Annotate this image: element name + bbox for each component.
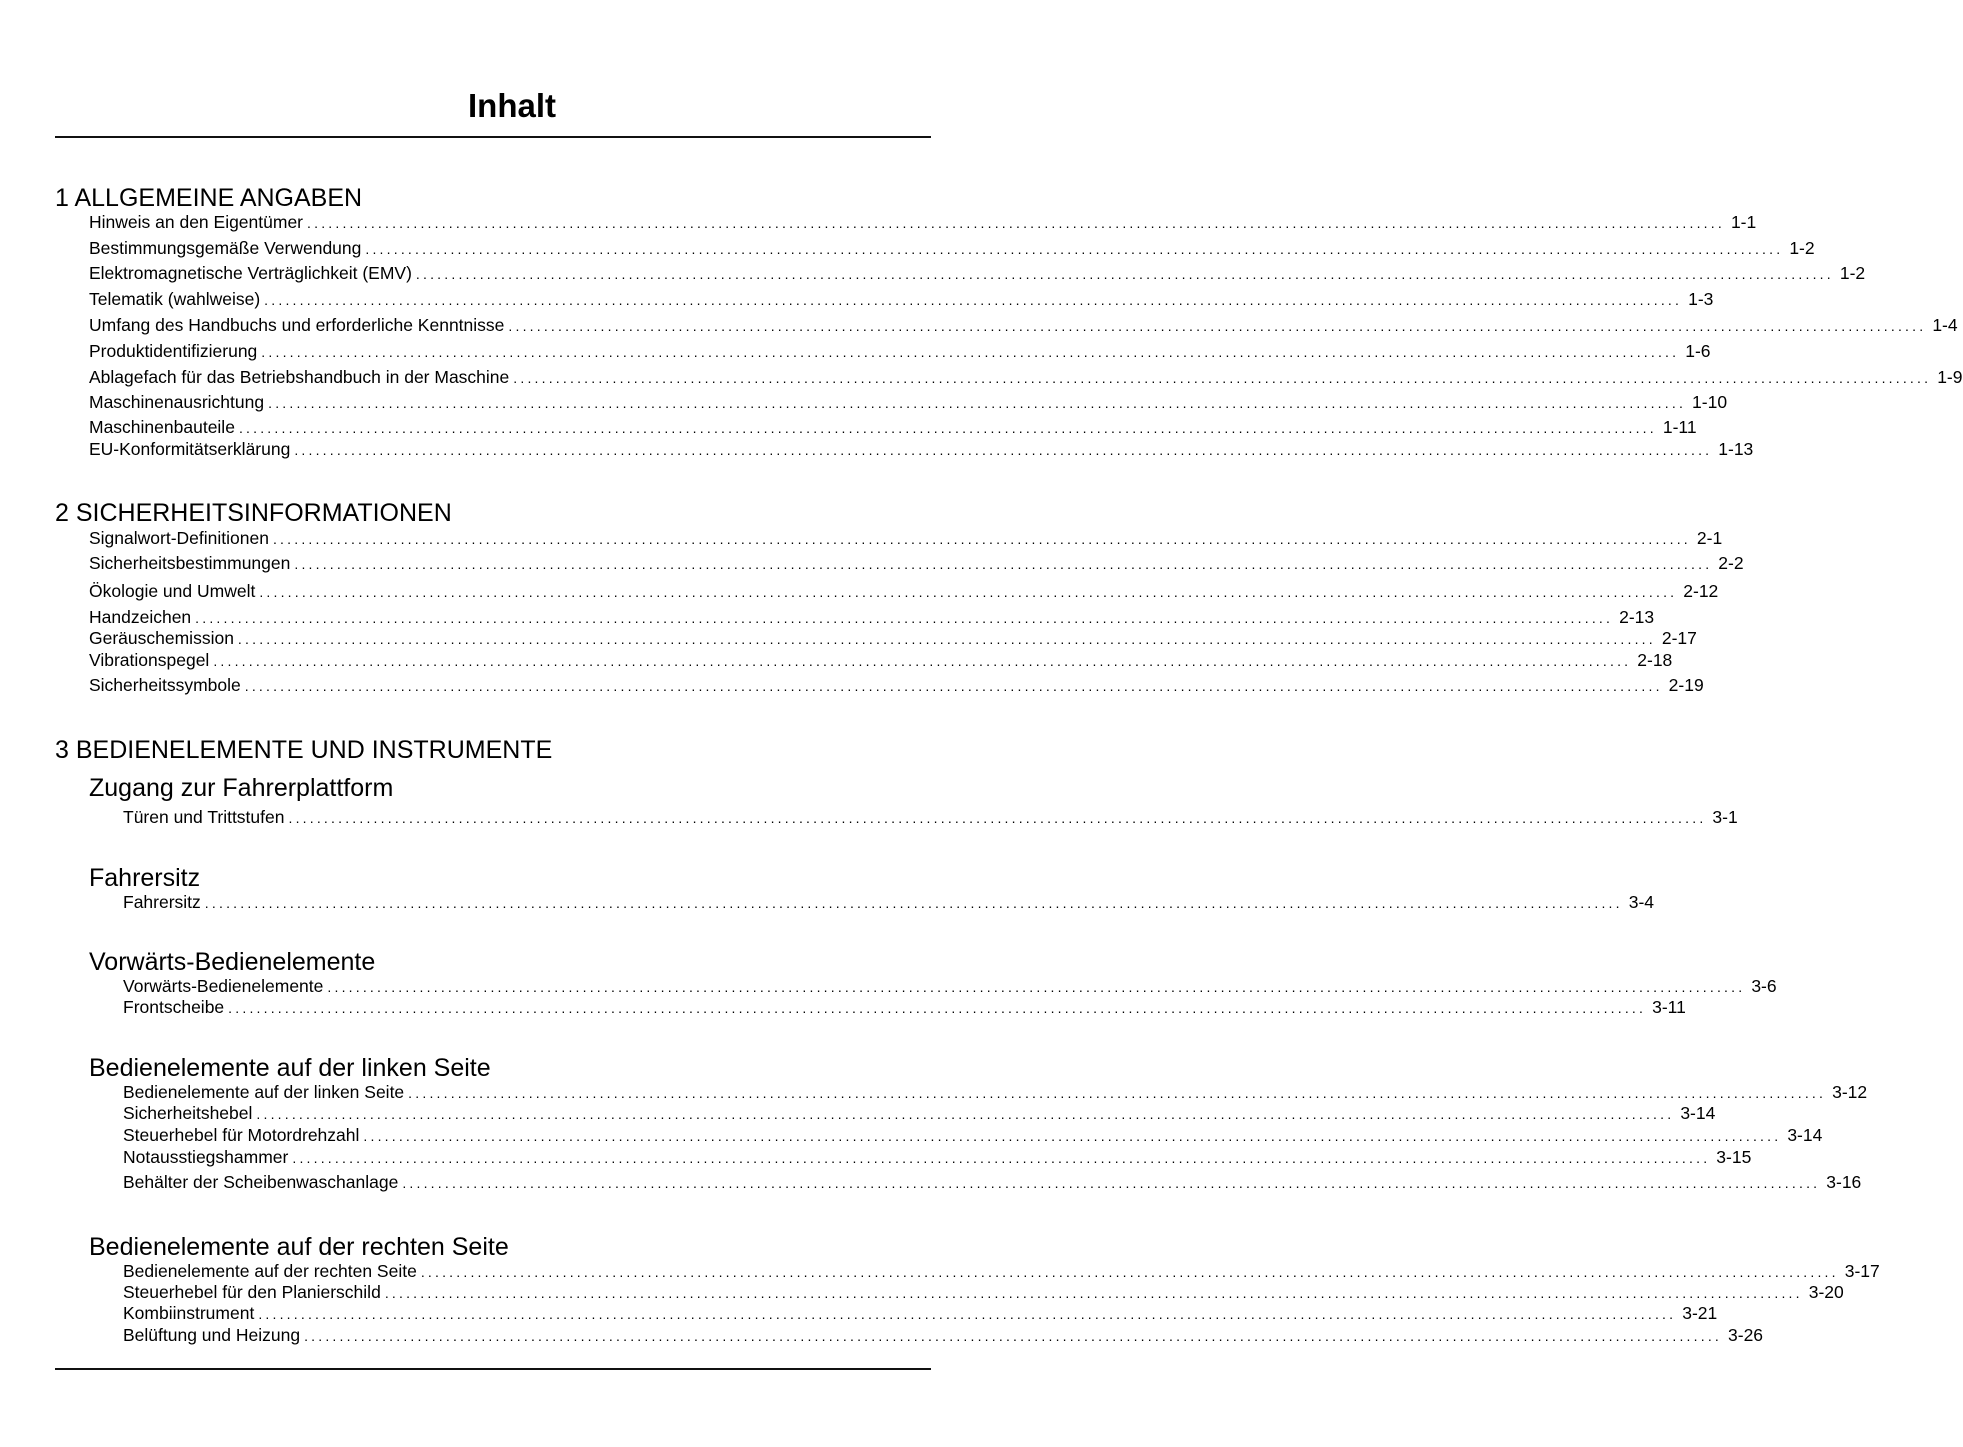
toc-entry[interactable] xyxy=(89,263,1866,284)
toc-entry[interactable] xyxy=(123,1103,1716,1124)
toc-entry-page: 1-10 xyxy=(1692,392,1728,412)
toc-entry-page: 3-26 xyxy=(1728,1325,1764,1345)
toc-entry-page: 2-2 xyxy=(1718,553,1744,573)
toc-entry-page: 1-4 xyxy=(1932,315,1958,335)
dot-leader: ........................................................................................................................................................................................................ xyxy=(508,318,1927,334)
toc-entry-page: 1-9 xyxy=(1937,367,1963,387)
toc-entry[interactable] xyxy=(89,439,1754,460)
dot-leader: ........................................................................................................................................................................................................ xyxy=(213,653,1632,669)
toc-entry-label: Produktidentifizierung xyxy=(89,341,258,361)
dot-leader: ........................................................................................................................................................................................................ xyxy=(261,344,1680,360)
toc-entry[interactable] xyxy=(123,1282,1844,1303)
toc-entry[interactable] xyxy=(89,528,1723,549)
toc-entry[interactable] xyxy=(123,1303,1718,1324)
toc-entry[interactable] xyxy=(123,1147,1752,1168)
dot-leader: ........................................................................................................................................................................................................ xyxy=(327,979,1746,995)
toc-entry-label: Bedienelemente auf der rechten Seite xyxy=(123,1261,417,1281)
toc-entry-page: 3-15 xyxy=(1716,1147,1752,1167)
toc-entry-label: Fahrersitz xyxy=(123,892,201,912)
toc-entry-label: Sicherheitshebel xyxy=(123,1103,253,1123)
dot-leader: ........................................................................................................................................................................................................ xyxy=(272,531,1691,547)
toc-entry-label: Behälter der Scheibenwaschanlage xyxy=(123,1172,399,1192)
dot-leader: ........................................................................................................................................................................................................ xyxy=(363,1128,1782,1144)
toc-entry[interactable] xyxy=(89,607,1655,628)
toc-entry-page: 3-4 xyxy=(1628,892,1655,912)
dot-leader: ........................................................................................................................................................................................................ xyxy=(264,292,1683,308)
section-heading: 1 ALLGEMEINE ANGABEN xyxy=(55,184,363,212)
dot-leader: ........................................................................................................................................................................................................ xyxy=(365,241,1784,257)
dot-leader: ........................................................................................................................................................................................................ xyxy=(288,810,1707,826)
toc-entry-page: 2-1 xyxy=(1696,528,1723,548)
toc-entry-label: Ökologie und Umwelt xyxy=(89,581,256,601)
toc-entry-label: Kombiinstrument xyxy=(123,1303,255,1323)
toc-entry-page: 3-21 xyxy=(1682,1303,1718,1323)
toc-entry-label: Maschinenausrichtung xyxy=(89,392,265,412)
toc-entry[interactable] xyxy=(89,238,1815,259)
toc-entry[interactable] xyxy=(89,417,1697,438)
toc-entry-page: 3-6 xyxy=(1751,976,1777,996)
toc-entry-page: 1-2 xyxy=(1839,263,1866,283)
toc-entry-page: 3-16 xyxy=(1826,1172,1862,1192)
dot-leader: ........................................................................................................................................................................................................ xyxy=(204,895,1623,911)
toc-entry-page: 3-14 xyxy=(1787,1125,1823,1145)
dot-leader: ........................................................................................................................................................................................................ xyxy=(195,610,1614,626)
toc-entry-page: 1-11 xyxy=(1662,417,1697,437)
toc-entry[interactable] xyxy=(123,976,1777,997)
subsection-heading: Bedienelemente auf der linken Seite xyxy=(89,1054,491,1082)
toc-entry-page: 3-11 xyxy=(1652,997,1686,1017)
toc-entry-label: Türen und Trittstufen xyxy=(123,807,285,827)
dot-leader: ........................................................................................................................................................................................................ xyxy=(415,266,1834,282)
toc-entry-page: 1-1 xyxy=(1730,212,1757,232)
toc-entry[interactable] xyxy=(89,392,1728,413)
dot-leader: ........................................................................................................................................................................................................ xyxy=(420,1264,1839,1280)
toc-entry-page: 2-19 xyxy=(1668,675,1704,695)
toc-entry-label: Elektromagnetische Verträglichkeit (EMV) xyxy=(89,263,412,283)
toc-entry[interactable] xyxy=(89,650,1673,671)
toc-entry[interactable] xyxy=(123,1125,1823,1146)
toc-entry[interactable] xyxy=(123,1082,1868,1103)
toc-entry-label: Notausstiegshammer xyxy=(123,1147,289,1167)
subsection-heading: Bedienelemente auf der rechten Seite xyxy=(89,1233,509,1261)
toc-entry-label: Maschinenbauteile xyxy=(89,417,235,437)
toc-entry[interactable] xyxy=(89,315,1958,336)
toc-entry[interactable] xyxy=(123,997,1686,1018)
dot-leader: ........................................................................................................................................................................................................ xyxy=(408,1085,1827,1101)
dot-leader: ........................................................................................................................................................................................................ xyxy=(268,395,1687,411)
toc-entry-page: 2-17 xyxy=(1661,628,1697,648)
dot-leader: ........................................................................................................................................................................................................ xyxy=(259,584,1678,600)
toc-entry-label: Belüftung und Heizung xyxy=(123,1325,301,1345)
dot-leader: ........................................................................................................................................................................................................ xyxy=(384,1285,1803,1301)
toc-entry-page: 3-12 xyxy=(1832,1082,1868,1102)
toc-entry-page: 2-18 xyxy=(1637,650,1673,670)
toc-entry[interactable] xyxy=(89,212,1757,233)
toc-entry-page: 1-2 xyxy=(1789,238,1815,258)
bottom-divider xyxy=(55,1368,931,1370)
top-divider xyxy=(55,136,931,138)
toc-entry-label: Handzeichen xyxy=(89,607,192,627)
toc-entry[interactable] xyxy=(89,553,1744,574)
dot-leader: ........................................................................................................................................................................................................ xyxy=(292,1150,1711,1166)
toc-entry-label: Hinweis an den Eigentümer xyxy=(89,212,304,232)
toc-entry-label: Frontscheibe xyxy=(123,997,225,1017)
subsection-heading: Vorwärts-Bedienelemente xyxy=(89,948,376,976)
dot-leader: ........................................................................................................................................................................................................ xyxy=(402,1175,1821,1191)
toc-entry[interactable] xyxy=(123,807,1738,828)
dot-leader: ........................................................................................................................................................................................................ xyxy=(238,420,1657,436)
dot-leader: ........................................................................................................................................................................................................ xyxy=(244,678,1663,694)
toc-entry-label: Steuerhebel für den Planierschild xyxy=(123,1282,381,1302)
toc-entry-page: 3-20 xyxy=(1808,1282,1844,1302)
toc-entry-page: 3-1 xyxy=(1712,807,1738,827)
dot-leader: ........................................................................................................................................................................................................ xyxy=(228,1000,1647,1016)
toc-entry-label: EU-Konformitätserklärung xyxy=(89,439,291,459)
toc-entry-page: 3-17 xyxy=(1844,1261,1880,1281)
toc-entry-label: Vorwärts-Bedienelemente xyxy=(123,976,324,996)
toc-entry[interactable] xyxy=(89,367,1963,388)
toc-entry[interactable] xyxy=(89,341,1711,362)
toc-entry-label: Vibrationspegel xyxy=(89,650,210,670)
dot-leader: ........................................................................................................................................................................................................ xyxy=(294,556,1713,572)
toc-entry-page: 3-14 xyxy=(1680,1103,1716,1123)
toc-entry-page: 2-12 xyxy=(1683,581,1719,601)
toc-entry-page: 1-13 xyxy=(1718,439,1754,459)
toc-entry-page: 1-6 xyxy=(1685,341,1711,361)
section-heading: 3 BEDIENELEMENTE UND INSTRUMENTE xyxy=(55,736,553,764)
toc-entry-label: Bestimmungsgemäße Verwendung xyxy=(89,238,362,258)
toc-entry-label: Ablagefach für das Betriebshandbuch in der Maschine xyxy=(89,367,510,387)
toc-entry-label: Signalwort-Definitionen xyxy=(89,528,269,548)
toc-entry-label: Sicherheitsbestimmungen xyxy=(89,553,291,573)
dot-leader: ........................................................................................................................................................................................................ xyxy=(237,631,1656,647)
toc-entry-label: Umfang des Handbuchs und erforderliche Kenntnisse xyxy=(89,315,505,335)
toc-entry-page: 1-3 xyxy=(1688,289,1714,309)
dot-leader: ........................................................................................................................................................................................................ xyxy=(307,215,1725,231)
dot-leader: ........................................................................................................................................................................................................ xyxy=(258,1306,1677,1322)
toc-entry[interactable] xyxy=(123,892,1655,913)
dot-leader: ........................................................................................................................................................................................................ xyxy=(256,1106,1675,1122)
toc-entry[interactable] xyxy=(123,1261,1880,1282)
section-heading: 2 SICHERHEITSINFORMATIONEN xyxy=(55,499,452,527)
toc-entry-label: Steuerhebel für Motordrehzahl xyxy=(123,1125,360,1145)
subsection-heading: Zugang zur Fahrerplattform xyxy=(89,774,394,802)
toc-entry-label: Bedienelemente auf der linken Seite xyxy=(123,1082,405,1102)
toc-entry[interactable] xyxy=(89,289,1714,310)
toc-entry[interactable] xyxy=(89,581,1719,602)
toc-entry[interactable] xyxy=(89,675,1704,696)
toc-entry-label: Sicherheitssymbole xyxy=(89,675,241,695)
toc-entry[interactable] xyxy=(123,1325,1764,1346)
dot-leader: ........................................................................................................................................................................................................ xyxy=(513,370,1932,386)
toc-entry-label: Geräuschemission xyxy=(89,628,234,648)
toc-entry-page: 2-13 xyxy=(1619,607,1655,627)
dot-leader: ........................................................................................................................................................................................................ xyxy=(294,442,1713,458)
page-title: Inhalt xyxy=(468,87,556,124)
toc-entry[interactable] xyxy=(123,1172,1862,1193)
toc-entry-label: Telematik (wahlweise) xyxy=(89,289,261,309)
toc-entry[interactable] xyxy=(89,628,1697,649)
dot-leader: ........................................................................................................................................................................................................ xyxy=(304,1328,1723,1344)
subsection-heading: Fahrersitz xyxy=(89,864,201,892)
